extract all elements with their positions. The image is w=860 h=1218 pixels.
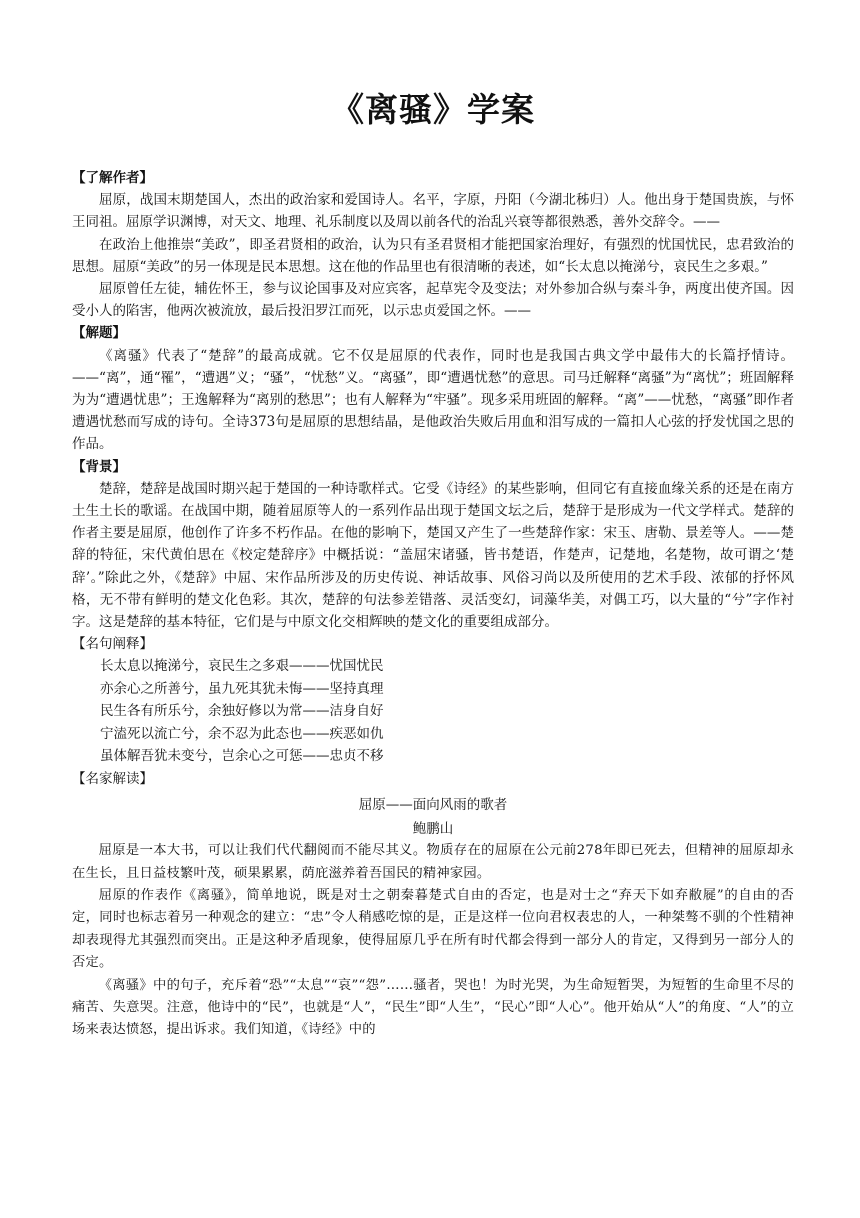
essay-paragraph: 屈原是一本大书，可以让我们代代翻阅而不能尽其义。物质存在的屈原在公元前278年即已死去，但精神的屈原却永在生长，且日益枝繁叶茂，硕果累累，荫庇滋养着吾国民的精神家园。 <box>72 843 794 881</box>
author-paragraph: 在政治上他推崇“美政”，即圣君贤相的政治，认为只有圣君贤相才能把国家治理好，有强烈的忧国忧民，忠君致治的思想。屈原“美政”的另一体现是民本思想。这在他的作品里也有很清晰的表述，如“长太息以掩涕兮，哀民生之多艰。” <box>72 236 794 275</box>
essay-paragraph: 屈原的作表作《离骚》，简单地说，既是对士之朝秦暮楚式自由的否定，也是对士之“弃天下如弃敝屣”的自由的否定，同时也标志着另一种观念的建立：“忠”令人稍感吃惊的是，正是这样一位向君权表忠的人，一种桀骜不驯的个性精神却表现得尤其强烈而突出。正是这种矛盾现象，使得屈原几乎在所有时代都会得到一部分人的肯定，又得到另一部分人的否定。 <box>72 887 794 971</box>
quote-line: 亦余心之所善兮，虽九死其犹未悔——坚持真理 <box>100 680 384 697</box>
section-heading-title-explain: 【解题】 <box>72 325 126 342</box>
section-heading-author: 【了解作者】 <box>72 170 153 186</box>
document-page <box>72 0 794 1042</box>
quote-line: 民生各有所乐兮，余独好修以为常——洁身自好 <box>100 703 384 720</box>
author-paragraph: 屈原曾任左徒，辅佐怀王，参与议论国事及对应宾客，起草宪令及变法；对外参加合纵与秦斗争，两度出使齐国。因受小人的陷害，他两次被流放，最后投汨罗江而死，以示忠贞爱国之怀。—— <box>72 281 794 320</box>
section-heading-background: 【背景】 <box>72 458 126 475</box>
quote-line: 宁溘死以流亡兮，余不忍为此态也——疾恶如仇 <box>100 725 384 742</box>
essay-author: 鲍鹏山 <box>412 820 454 837</box>
document-body <box>72 167 794 1042</box>
quote-line: 虽体解吾犹未变兮，岂余心之可惩——忠贞不移 <box>100 748 384 765</box>
document-title: 《离骚》学案 <box>331 90 535 129</box>
author-paragraph: 屈原，战国末期楚国人，杰出的政治家和爱国诗人。名平，字原，丹阳（今湖北秭归）人。他出身于楚国贵族，与怀王同祖。屈原学识渊博，对天文、地理、礼乐制度以及周以前各代的治乱兴衰等都很熟悉，善外交辞令。—— <box>72 192 794 231</box>
title-explain-paragraph: 《离骚》代表了“楚辞”的最高成就。它不仅是屈原的代表作，同时也是我国古典文学中最伟大的长篇抒情诗。——“离”，通“罹”，“遭遇”义；“骚”，“忧愁”义。“离骚”，即“遭遇忧愁”的意思。司马迁解释“离骚”为“离忧”；班固解释为为“遭遇忧患”；王逸解释为“离别的愁思”；也有人解释为“牢骚”。现多采用班固的解释。“离”——忧愁，“离骚”即作者遭遇忧愁而写成的诗句。全诗373句是屈原的思想结晶，是他政治失败后用血和泪写成的一篇扣人心弦的抒发忧国之思的作品。 <box>72 347 794 453</box>
section-heading-commentary: 【名家解读】 <box>72 770 153 787</box>
background-paragraph: 楚辞，楚辞是战国时期兴起于楚国的一种诗歌样式。它受《诗经》的某些影响，但同它有直接血缘关系的还是在南方土生土长的歌谣。在战国中期，随着屈原等人的一系列作品出现于楚国文坛之后，楚辞于是形成为一代文学样式。楚辞的作者主要是屈原，他创作了许多不朽作品。在他的影响下，楚国又产生了一些楚辞作家：宋玉、唐勒、景差等人。——楚辞的特征，宋代黄伯思在《校定楚辞序》中概括说：“盖屈宋诸骚，皆书楚语，作楚声，记楚地，名楚物，故可谓之‘楚辞’。”除此之外，《楚辞》中屈、宋作品所涉及的历史传说、神话故事、风俗习尚以及所使用的艺术手段、浓郁的抒怀风格，无不带有鲜明的楚文化色彩。其次，楚辞的句法参差错落、灵活变幻，词藻华美，对偶工巧，以大量的“兮”字作衬字。这是楚辞的基本特征，它们是与中原文化交相辉映的楚文化的重要组成部分。 <box>72 480 794 631</box>
section-heading-quotes: 【名句阐释】 <box>72 636 153 653</box>
essay-paragraph: 《离骚》中的句子，充斥着“恐”“太息”“哀”“怨”……骚者，哭也！为时光哭，为生命短暂哭，为短暂的生命里不尽的痛苦、失意哭。注意，他诗中的“民”，也就是“人”，“民生”即“人生”，“民心”即“人心”。他开始从“人”的角度、“人”的立场来表达愤怒，提出诉求。我们知道，《诗经》中的 <box>72 977 794 1038</box>
essay-title: 屈原——面向风雨的歌者 <box>358 796 508 813</box>
quote-line: 长太息以掩涕兮，哀民生之多艰———忧国忧民 <box>100 658 384 675</box>
